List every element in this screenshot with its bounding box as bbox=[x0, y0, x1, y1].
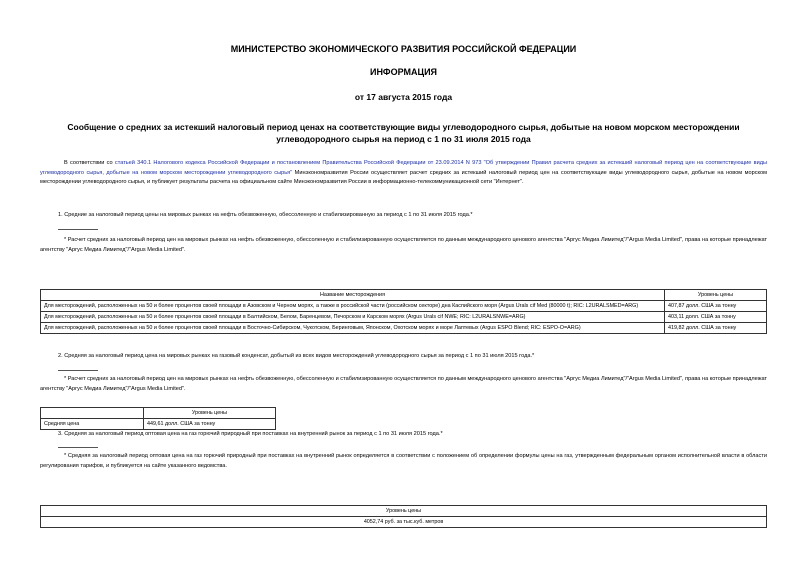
field-name-cell: Для месторождений, расположенных на 50 и более процентов своей площади в Восточно-Сибирском, Чукотском, Беринговым, Японском, Охотском морях и море Лаптевых (Argus ESPO Blend; RIC: ESPO-O=ARG) bbox=[41, 323, 665, 334]
row-label-cell: Средняя цена bbox=[41, 419, 144, 430]
price-cell: 407,87 долл. США за тонну bbox=[665, 301, 767, 312]
intro-text-start: В соответствии со bbox=[64, 160, 115, 166]
table-header-row bbox=[41, 290, 767, 301]
table-row bbox=[41, 301, 767, 312]
section-1-footnote: * Расчет средних за налоговый период цен на мировых рынках на нефть обезвоженную, обессоленную и стабилизированную осуществляется по данным международного ценового агентства "Аргус Медиа Лимитед"/"Argus Media Limited", права на которые принадлежат агентству "Аргус Медиа Лимитед"/"Argus Media Limited". bbox=[40, 237, 767, 253]
section-2-footnote: * Расчет средних за налоговый период цен на мировых рынках на нефть обезвоженную, обессоленную и стабилизированную осуществляется по данным международного ценового агентства "Аргус Медиа Лимитед"/"Argus Media Limited", права на которые принадлежат агентству "Аргус Медиа Лимитед"/"Argus Media Limited". bbox=[40, 376, 767, 392]
document-date: от 17 августа 2015 года bbox=[354, 92, 453, 102]
column-header-price: Уровень цены bbox=[144, 408, 276, 419]
table-row bbox=[41, 312, 767, 323]
oil-price-table bbox=[40, 289, 767, 334]
legal-reference-link[interactable]: статьей 340.1 Налогового кодекса Российской Федерации и постановлением Правительства Российской Федерации от 23.09.2014 N 973 "Об утверждении Правил расчета средних за истекший налоговый период цен на соответствующие виды углеводородного сырья, добытые на новом морском месторождении углеводородного сырья" bbox=[40, 160, 767, 176]
document-type-heading: ИНФОРМАЦИЯ bbox=[369, 67, 438, 77]
intro-text-end: Минэкономразвития России осуществляет расчет средних за истекший налоговый период цен на соответствующие виды углеводородного сырья, добытые на новом морском месторождении углеводородного сырья, и публикует результаты расчета на официальном сайте Минэкономразвития России в информационно-телекоммуникационной сети "Интернет". bbox=[40, 169, 767, 185]
condensate-price-table bbox=[40, 407, 276, 430]
field-name-cell: Для месторождений, расположенных на 50 и более процентов своей площади в Азовском и Черном морях, а также в российской части (российском секторе) дна Каспийского моря (Argus Urals cif Med (80000 t); RIC: L2URALSMED=ARG) bbox=[41, 301, 665, 312]
table-row bbox=[41, 323, 767, 334]
price-cell: 449,61 долл. США за тонну bbox=[144, 419, 276, 430]
ministry-heading: МИНИСТЕРСТВО ЭКОНОМИЧЕСКОГО РАЗВИТИЯ РОССИЙСКОЙ ФЕДЕРАЦИИ bbox=[230, 44, 577, 54]
column-header-field: Название месторождения bbox=[41, 290, 665, 301]
table-header-row bbox=[41, 408, 276, 419]
footnote-divider bbox=[58, 229, 98, 230]
footnote-divider bbox=[58, 447, 98, 448]
intro-paragraph bbox=[40, 159, 767, 188]
column-header-price: Уровень цены bbox=[41, 506, 767, 517]
section-3-footnote: * Средняя за налоговый период оптовая цена на газ горючий природный при поставках на внутренний рынок определяется в соответствии с положением об определении формулы цены на газ, утвержденным федеральным органом исполнительной власти в области регулирования тарифов, и публикуется на сайте указанного ведомства. bbox=[40, 453, 767, 469]
table-row bbox=[41, 419, 276, 430]
section-1-title: 1. Средние за налоговый период цены на мировых рынках на нефть обезвоженную, обессоленную и стабилизированную за период с 1 по 31 июля 2015 года.* bbox=[58, 212, 473, 218]
section-2-title: 2. Средняя за налоговый период цена на мировых рынках на газовый конденсат, добытый из всех видов месторождений углеводородного сырья за период с 1 по 31 июля 2015 года.* bbox=[58, 353, 535, 359]
column-header-price: Уровень цены bbox=[665, 290, 767, 301]
price-cell: 4052,74 руб. за тыс.куб. метров bbox=[41, 517, 767, 528]
gas-price-table bbox=[40, 505, 767, 528]
footnote-divider bbox=[58, 370, 98, 371]
table-row bbox=[41, 517, 767, 528]
field-name-cell: Для месторождений, расположенных на 50 и более процентов своей площади в Балтийском, Белом, Баренцевом, Печорском и Карском морях (Argus Urals cif NWE; RIC: L2URALSNWE=ARG) bbox=[41, 312, 665, 323]
document-title: Сообщение о средних за истекший налоговый период ценах на соответствующие виды углеводородного сырья, добытые на новом морском месторождении углеводородного сырья на период с 1 по 31 июля 2015 года bbox=[67, 122, 740, 144]
price-cell: 403,11 долл. США за тонну bbox=[665, 312, 767, 323]
empty-header-cell bbox=[41, 408, 144, 419]
section-3-title: 3. Средняя за налоговый период оптовая цена на газ горючий природный при поставках на внутренний рынок за период с 1 по 31 июля 2015 года.* bbox=[58, 431, 443, 437]
price-cell: 419,82 долл. США за тонну bbox=[665, 323, 767, 334]
table-header-row bbox=[41, 506, 767, 517]
